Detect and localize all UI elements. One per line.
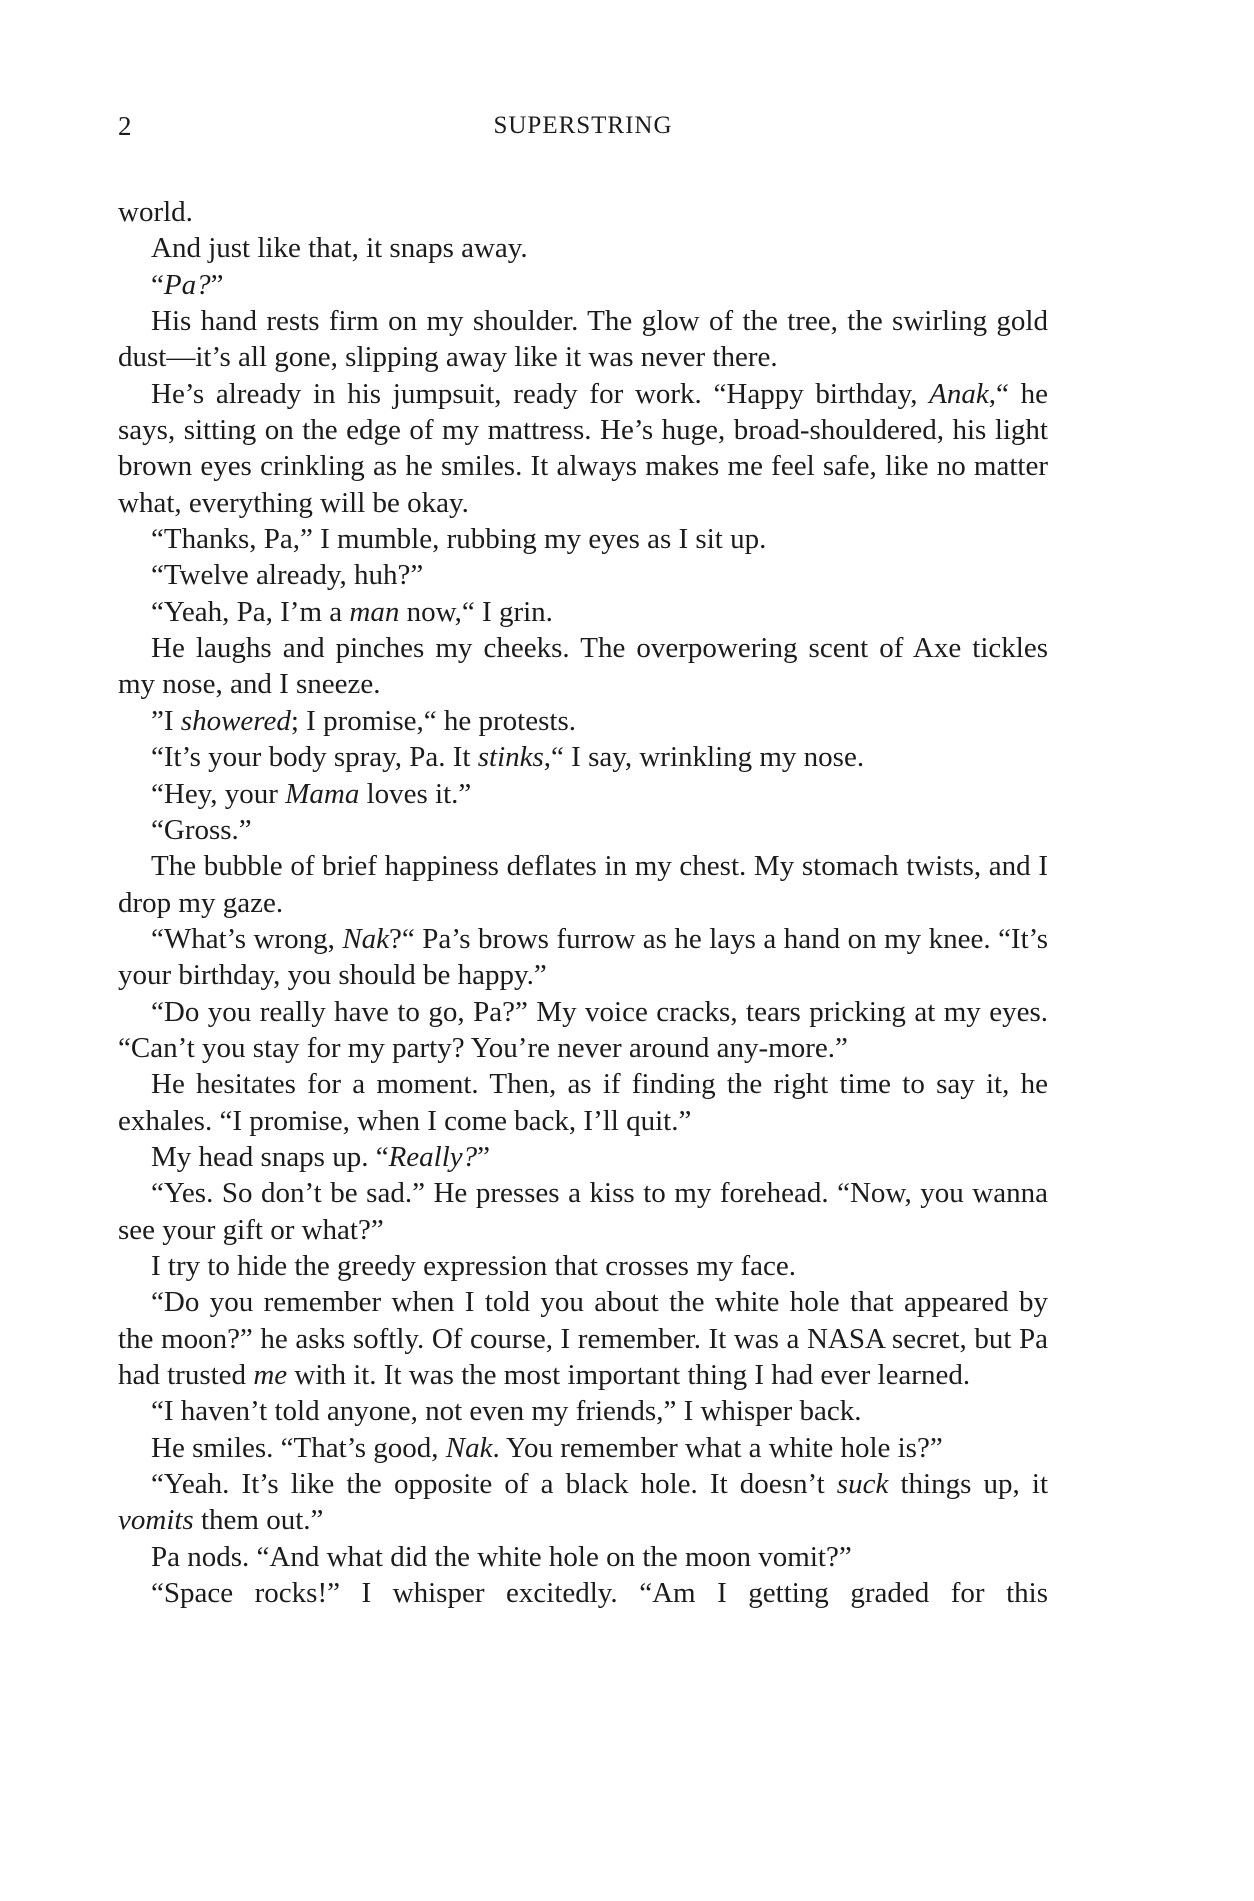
text-run: “Yeah. It’s like the opposite of a black hole. It doesn’t bbox=[151, 1468, 837, 1501]
italic-run: suck bbox=[836, 1468, 889, 1501]
text-run: “Yeah, Pa, I’m a bbox=[151, 595, 350, 628]
text-run: “Do you really have to go, Pa?” My voice cracks, tears pricking at my eyes. “Can’t you stay for my party? You’re never around any-more.” bbox=[118, 995, 1048, 1064]
paragraph bbox=[118, 994, 1048, 1067]
paragraph bbox=[118, 230, 1048, 266]
text-run: He smiles. “That’s good, bbox=[151, 1431, 446, 1464]
text-run: ” bbox=[477, 1140, 491, 1173]
text-run: And just like that, it snaps away. bbox=[151, 232, 528, 265]
paragraph bbox=[118, 521, 1048, 557]
text-run: ”I bbox=[151, 704, 181, 737]
paragraph bbox=[118, 630, 1048, 703]
text-run: “Yes. So don’t be sad.” He presses a kiss to my forehead. “Now, you wanna see your gift or what?” bbox=[118, 1177, 1048, 1246]
paragraph bbox=[118, 1575, 1048, 1611]
paragraph bbox=[118, 1466, 1048, 1539]
text-run: world. bbox=[118, 196, 193, 228]
text-run: “It’s your body spray, Pa. It bbox=[151, 741, 478, 774]
text-run: The bubble of brief happiness deflates in my chest. My stomach twists, and I drop my gaze. bbox=[118, 850, 1048, 919]
text-run: ” bbox=[210, 268, 224, 301]
paragraph bbox=[118, 194, 1048, 230]
text-run: “Do you remember when I told you about the white hole that appeared by the moon?” he asks softly. Of course, I remember. It was a NASA secret, but Pa had trusted bbox=[118, 1286, 1048, 1391]
paragraph bbox=[118, 703, 1048, 739]
text-run: His hand rests firm on my shoulder. The glow of the tree, the swirling gold dust—it’s all gone, slipping away like it was never there. bbox=[118, 305, 1048, 374]
italic-run: Pa? bbox=[163, 268, 211, 301]
paragraph bbox=[118, 1139, 1048, 1175]
text-run: loves it.” bbox=[359, 777, 472, 810]
italic-run: showered bbox=[180, 704, 291, 737]
paragraph bbox=[118, 557, 1048, 593]
running-head bbox=[118, 108, 1048, 148]
italic-run: Nak bbox=[445, 1431, 493, 1464]
text-run: things up, it bbox=[888, 1468, 1049, 1501]
text-run: “ bbox=[151, 268, 164, 301]
page-number: 2 bbox=[118, 111, 132, 141]
text-run: “Hey, your bbox=[151, 777, 286, 810]
paragraph bbox=[118, 1393, 1048, 1429]
text-run: them out.” bbox=[193, 1504, 324, 1537]
text-run: I try to hide the greedy expression that crosses my face. bbox=[151, 1249, 797, 1282]
text-run: He’s already in his jumpsuit, ready for work. “Happy birthday, bbox=[151, 377, 930, 410]
text-run: now,“ I grin. bbox=[399, 595, 553, 628]
paragraph bbox=[118, 848, 1048, 921]
text-run: ?“ Pa’s brows furrow as he lays a hand on my knee. “It’s your birthday, you should be happy.” bbox=[118, 922, 1048, 992]
paragraph bbox=[118, 776, 1048, 812]
text-run: “What’s wrong, bbox=[151, 922, 343, 955]
body-text bbox=[118, 194, 1048, 1611]
paragraph bbox=[118, 812, 1048, 848]
italic-run: Anak bbox=[929, 377, 989, 410]
paragraph bbox=[118, 594, 1048, 630]
paragraph bbox=[118, 1430, 1048, 1466]
italic-run: vomits bbox=[118, 1504, 194, 1537]
text-run: ,“ I say, wrinkling my nose. bbox=[543, 741, 865, 774]
paragraph bbox=[118, 1284, 1048, 1393]
text-run: “Thanks, Pa,” I mumble, rubbing my eyes as I sit up. bbox=[151, 523, 767, 556]
paragraph bbox=[118, 1066, 1048, 1139]
paragraph bbox=[118, 921, 1048, 994]
text-run: “I haven’t told anyone, not even my friends,” I whisper back. bbox=[151, 1395, 862, 1428]
text-run: “Twelve already, huh?” bbox=[151, 559, 424, 592]
paragraph bbox=[118, 303, 1048, 376]
text-run: My head snaps up. “ bbox=[151, 1140, 389, 1173]
paragraph bbox=[118, 739, 1048, 775]
text-run: He hesitates for a moment. Then, as if finding the right time to say it, he exhales. “I promise, when I come back, I’ll quit.” bbox=[118, 1068, 1048, 1137]
italic-run: man bbox=[349, 595, 400, 628]
paragraph bbox=[118, 1539, 1048, 1575]
italic-run: stinks bbox=[477, 741, 544, 774]
paragraph bbox=[118, 1175, 1048, 1248]
paragraph bbox=[118, 376, 1048, 521]
paragraph bbox=[118, 267, 1048, 303]
text-run: ,“ he says, sitting on the edge of my mattress. He’s huge, broad-shouldered, his light brown eyes crinkling as he smiles. It always makes me feel safe, like no matter what, everything will be okay. bbox=[118, 377, 1048, 519]
text-run: . You remember what a white hole is?” bbox=[492, 1431, 943, 1464]
text-run: “Gross.” bbox=[151, 813, 252, 846]
text-run: “Space rocks!” I whisper excitedly. “Am I getting graded for this bbox=[151, 1577, 1048, 1610]
text-run: Pa nods. “And what did the white hole on the moon vomit?” bbox=[151, 1540, 852, 1573]
book-title: SUPERSTRING bbox=[493, 112, 673, 139]
italic-run: Mama bbox=[285, 777, 360, 810]
text-run: ; I promise,“ he protests. bbox=[290, 704, 576, 737]
text-run: with it. It was the most important thing I had ever learned. bbox=[287, 1359, 971, 1391]
italic-run: me bbox=[253, 1359, 288, 1391]
paragraph bbox=[118, 1248, 1048, 1284]
text-run: He laughs and pinches my cheeks. The overpowering scent of Axe tickles my nose, and I sneeze. bbox=[118, 632, 1048, 701]
italic-run: Really? bbox=[388, 1140, 478, 1173]
italic-run: Nak bbox=[342, 922, 390, 955]
